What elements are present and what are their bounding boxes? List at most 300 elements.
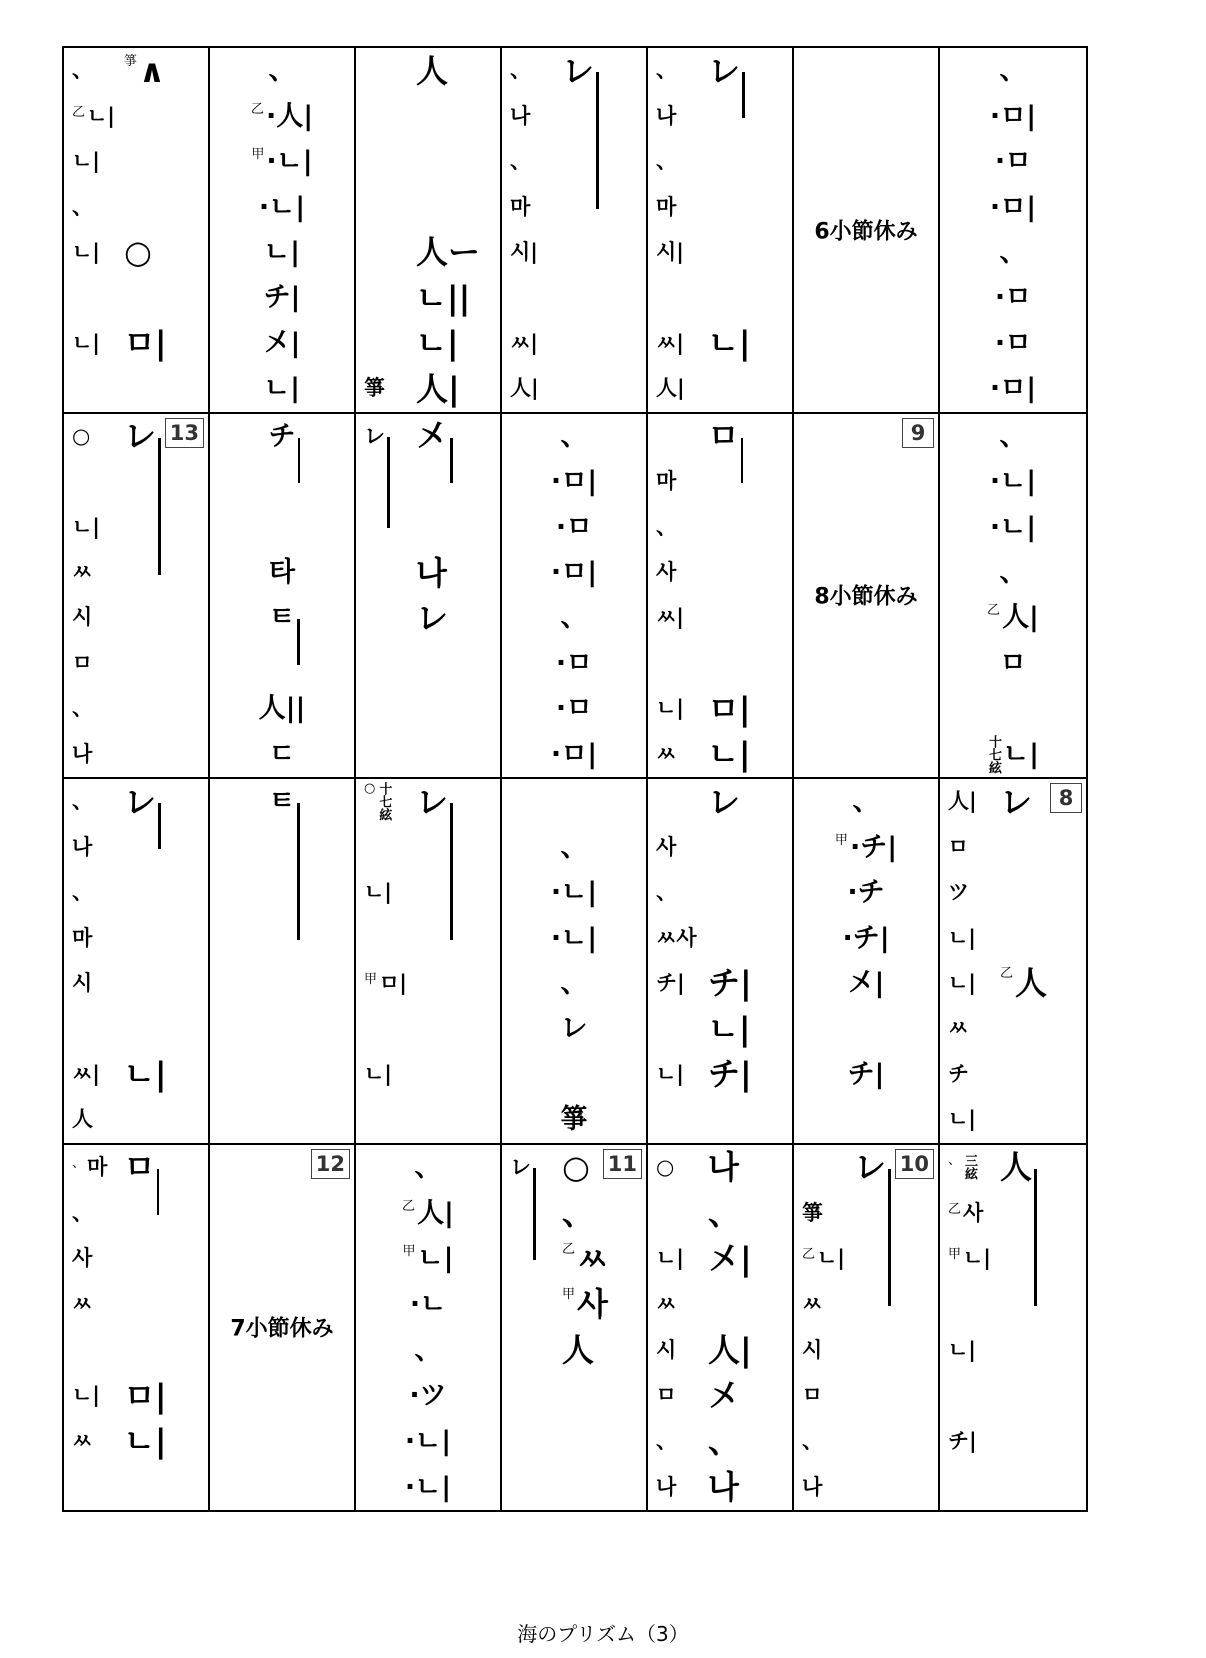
note-slot [708,1464,790,1510]
note-slot [220,459,344,504]
note-glyph: 、 [72,58,93,83]
note-slot [562,1190,644,1236]
note-slot [366,1327,490,1373]
note-glyph: チ| [708,964,752,1003]
note [656,834,677,859]
note-slot [656,550,712,595]
note-slot [708,48,790,93]
note-slot [364,414,420,459]
note [708,1376,741,1415]
note-slot [854,1419,936,1465]
note-slot [220,321,344,366]
note-slot [804,1097,928,1142]
note-slot [124,1097,206,1142]
note [72,650,93,675]
sub-lane [948,779,1004,1143]
rest-text: 6小節休み [814,219,918,245]
note [948,1018,968,1039]
measure-cell [648,48,794,414]
note-slot [708,1419,790,1465]
note-slot [416,1006,498,1051]
note [948,925,976,950]
note-slot [416,139,498,184]
note-glyph: ㄴ| [708,735,751,774]
note-glyph: 、 [414,1334,442,1366]
note-slot [854,1373,936,1419]
note [656,925,697,950]
measure-number: 10 [895,1149,934,1179]
sub-lane [364,414,420,778]
note-slot [512,870,636,915]
note-glyph: ㅆ| [510,330,538,355]
note-slot [72,1236,128,1282]
note-glyph: 사 [656,560,677,585]
note-glyph: 시| [656,239,684,264]
note-slot [124,732,206,777]
note [414,1334,442,1366]
note-slot [562,1327,644,1373]
note-glyph: ㅆ [72,560,93,585]
note [708,964,752,1003]
note-glyph: チ [948,1061,969,1086]
note [708,51,741,90]
note-slot [416,779,498,824]
note [999,55,1027,87]
note [560,1013,588,1045]
note [987,602,1039,634]
score-grid [62,46,1088,1512]
note-glyph: ㅁ [802,1383,823,1408]
note-slot [416,184,498,229]
note-slot [656,1145,712,1191]
note [416,369,460,408]
note-slot [562,1236,644,1282]
note-slot [220,915,344,960]
note-slot [802,1190,858,1236]
note-slot [72,870,128,915]
note-slot [950,93,1076,138]
note-slot [220,686,344,731]
note-glyph: ·ㅁ [994,282,1032,314]
measure-cell [210,48,356,414]
note-glyph: ㅆ사 [656,925,697,950]
note-slot [950,275,1076,320]
note-slot [510,1327,566,1373]
note-glyph: ㅆ [656,1291,677,1316]
note [72,1428,93,1453]
note [72,1385,100,1406]
note [802,1291,823,1316]
note [1000,1148,1033,1187]
note-slot [512,641,636,686]
note [124,51,165,90]
note [656,1428,677,1453]
note-slot [1000,961,1082,1006]
note-glyph: 타 [268,557,296,589]
measure-cell [502,414,648,780]
note-slot [72,459,128,504]
note [948,1109,976,1130]
note-glyph: 、 [510,58,531,83]
note [72,1200,93,1225]
note-glyph: ㅆ [656,741,677,766]
rest-text: 7小節休み [230,1316,334,1342]
note-slot [416,459,498,504]
note [656,698,684,719]
note-glyph: レ [1000,782,1033,821]
note-slot [708,1282,790,1328]
note-slot [708,366,790,411]
measure-cell [648,414,794,780]
note-glyph: ㅁ [656,1383,677,1408]
note [948,1428,977,1453]
note-slot [510,1236,566,1282]
note [72,239,100,264]
note [802,1428,823,1453]
note-glyph: 、 [999,557,1027,589]
note-slot [948,1190,1004,1236]
note-slot [512,504,636,549]
note-slot [708,870,790,915]
note-slot [220,641,344,686]
note-slot [656,870,712,915]
note [510,1154,531,1179]
sub-lane [364,48,420,412]
note-slot [708,550,790,595]
note-slot [948,1052,1004,1097]
note-glyph: ㄴ| [416,324,459,363]
note-slot [364,48,420,93]
note [124,233,152,272]
note [364,423,385,448]
note-slot [416,504,498,549]
note-slot [1000,1373,1082,1419]
note-glyph: ㅁ [124,1148,155,1187]
note-glyph: ㅁ [948,834,969,859]
note-glyph: 、 [72,789,93,814]
note-slot [656,686,712,731]
note-slot [656,641,712,686]
note-slot [124,1464,206,1510]
note-slot [512,961,636,1006]
measure-cell [648,779,794,1145]
note-glyph: ㄴ| [417,1243,454,1275]
note [416,553,447,592]
note-slot [708,641,790,686]
note-glyph: チ| [656,970,685,995]
sub-lane [656,779,712,1143]
note [258,693,306,725]
note [562,1194,595,1233]
note [708,1239,752,1278]
note-slot [948,1327,1004,1373]
note-slot [708,595,790,640]
note-glyph: ㄴ| [72,1383,100,1408]
note [72,423,91,448]
note-slot [72,93,128,138]
note-slot [708,414,790,459]
note-slot [562,1282,644,1328]
note-slot [656,779,712,824]
note-slot [416,686,498,731]
note-glyph: ㅆ [72,1428,93,1453]
note [802,1248,845,1269]
measure-cell [64,779,210,1145]
note [124,1148,155,1187]
note-glyph: ·ツ [409,1380,447,1412]
note [948,1061,969,1086]
note-slot [948,1236,1004,1282]
note-slot [220,824,344,869]
note-glyph: 箏 [364,376,385,401]
note-glyph: ㅁ| [124,1376,167,1415]
note-slot [708,1097,790,1142]
note [656,1385,676,1406]
note-glyph: 人| [656,376,685,401]
note [994,282,1032,314]
note-slot [708,732,790,777]
note-glyph: ·ㅁ| [550,557,598,589]
note-mark: 乙 [402,1198,416,1214]
note-slot [72,1464,128,1510]
note [656,151,677,172]
measure-number: 11 [603,1149,642,1179]
note-slot [124,824,206,869]
note-glyph: 人|| [258,693,306,725]
note-slot [366,1282,490,1328]
note [656,103,677,128]
note-slot [656,321,712,366]
measure-cell [940,1145,1086,1511]
note-glyph: ㅆ [802,1291,823,1316]
note-mark: 乙 [562,1241,576,1257]
note-glyph: レ [124,417,157,456]
note [708,417,739,456]
note-glyph: ㄴ| [948,1337,976,1362]
note [72,698,93,719]
note [656,970,685,995]
note-glyph: レ [416,598,449,637]
main-lane [708,779,790,1143]
note-slot [656,504,712,549]
note-slot [364,321,420,366]
note [562,1331,595,1370]
note-slot [950,414,1076,459]
sub-lane [656,48,712,412]
note-glyph: 나 [510,103,531,128]
note [948,1154,979,1180]
note-slot [220,595,344,640]
sub-lane [72,779,128,1143]
note-slot [124,1052,206,1097]
note-slot [416,961,498,1006]
note [124,1376,167,1415]
note-slot [364,1097,420,1142]
note-slot [416,414,498,459]
note-slot [804,779,928,824]
note-slot [562,1464,644,1510]
note-slot [220,550,344,595]
note-mark: 甲 [948,1247,962,1263]
note-glyph: レ [124,782,157,821]
note [656,60,677,81]
note-glyph: ㄴ| [364,880,392,905]
note-glyph: 人| [1002,602,1039,634]
note-glyph: 、 [72,1200,93,1225]
note [268,420,296,452]
note-slot [72,366,128,411]
note-glyph: 㐅| [708,1239,752,1278]
main-lane [416,48,498,412]
page-footer-title: 海のプリズム（3） [517,1622,689,1646]
note-slot [1000,1145,1082,1191]
note [999,236,1027,268]
note [560,420,588,452]
note-slot [416,915,498,960]
note-glyph: 、 [802,1428,823,1453]
measure-cell [794,48,940,414]
note-slot [72,414,128,459]
note [550,738,598,770]
note-glyph: ㅌ [268,786,296,818]
note-slot [72,1282,128,1328]
note-slot [1000,1464,1082,1510]
note [802,1385,822,1406]
note-slot [1000,1282,1082,1328]
note-slot [364,779,420,824]
note-glyph: 、 [708,1422,741,1461]
note-glyph: ·ㅁ [994,327,1032,359]
note-slot [656,1464,712,1510]
note-glyph: ㄴ|| [416,278,471,317]
note-slot [220,1052,344,1097]
note [656,1061,684,1086]
note [258,191,306,223]
note-glyph: 㐅| [847,967,885,999]
sub-lane [72,1145,128,1511]
measure-cell [210,1145,356,1511]
note-slot [512,459,636,504]
note-glyph: 人ー [416,233,481,272]
note-slot [124,275,206,320]
note [124,1055,167,1094]
note-glyph: ㅁ [999,647,1027,679]
note [550,922,598,954]
note-slot [950,366,1076,411]
note-slot [416,230,498,275]
note-slot [708,824,790,869]
note [708,324,751,363]
note-slot [124,1373,206,1419]
main-lane [708,1145,790,1511]
measure-cell [64,48,210,414]
note-glyph: ○ [124,233,152,272]
note-glyph: 㐅 [708,1376,741,1415]
note-slot [510,93,566,138]
note-glyph: ㄴ| [1003,738,1039,770]
note-slot [708,275,790,320]
note [656,514,677,539]
note-slot [802,1464,858,1510]
note-slot [124,1282,206,1328]
note-slot [72,1373,128,1419]
note [989,100,1037,132]
note-glyph: 、 [414,1151,442,1183]
note-slot [1000,1236,1082,1282]
note-slot [510,1464,566,1510]
note [802,1200,823,1225]
note [72,330,100,355]
note [656,330,684,355]
note-glyph: 나 [708,1468,739,1507]
note-slot [72,961,128,1006]
note-glyph: 、 [999,55,1027,87]
note-slot [708,1052,790,1097]
note-glyph: ∧ [139,51,165,90]
measure-cell [356,779,502,1145]
note [656,1337,677,1362]
measure-cell [502,1145,648,1511]
note-slot [708,1190,790,1236]
note-glyph: ㄴ| [124,1422,167,1461]
main-lane [124,48,206,412]
note-slot [416,824,498,869]
note [264,236,300,268]
note-slot [124,93,206,138]
note-slot [708,779,790,824]
note [510,330,538,355]
note-slot [950,504,1076,549]
note-slot [656,915,712,960]
note-slot [656,139,712,184]
note-glyph: 、 [268,55,296,87]
note [854,1148,887,1187]
measure-cell [794,1145,940,1511]
note-slot [72,550,128,595]
note-glyph: 사 [963,1200,984,1225]
note-slot [510,1145,566,1191]
note-slot [124,915,206,960]
note-slot [708,1373,790,1419]
note-slot [416,641,498,686]
note-glyph: 人 [416,51,449,90]
note-glyph: チ| [948,1428,977,1453]
measure-cell [210,779,356,1145]
solo-lane [950,48,1076,412]
note [510,194,531,219]
note-glyph: ·ㅁ| [550,738,598,770]
note-glyph: ㅁ| [379,970,407,995]
note-slot [220,230,344,275]
note-slot [1000,1190,1082,1236]
note [72,103,115,128]
note-slot [510,1373,566,1419]
main-lane [562,1145,644,1511]
note-glyph: ㄴ| [364,1061,392,1086]
measure-cell [940,48,1086,414]
note [948,1248,991,1269]
note-glyph: 나 [72,834,93,859]
note [656,1291,677,1316]
note-slot [948,961,1004,1006]
note [268,786,296,818]
note-glyph: ㅆ [72,1291,93,1316]
note-glyph: ·ㅁ| [989,100,1037,132]
note-glyph: ㅆ| [72,1061,100,1086]
note-glyph: ㄴ| [708,324,751,363]
note-glyph: ㄴ| [656,1246,684,1271]
note-slot [364,550,420,595]
